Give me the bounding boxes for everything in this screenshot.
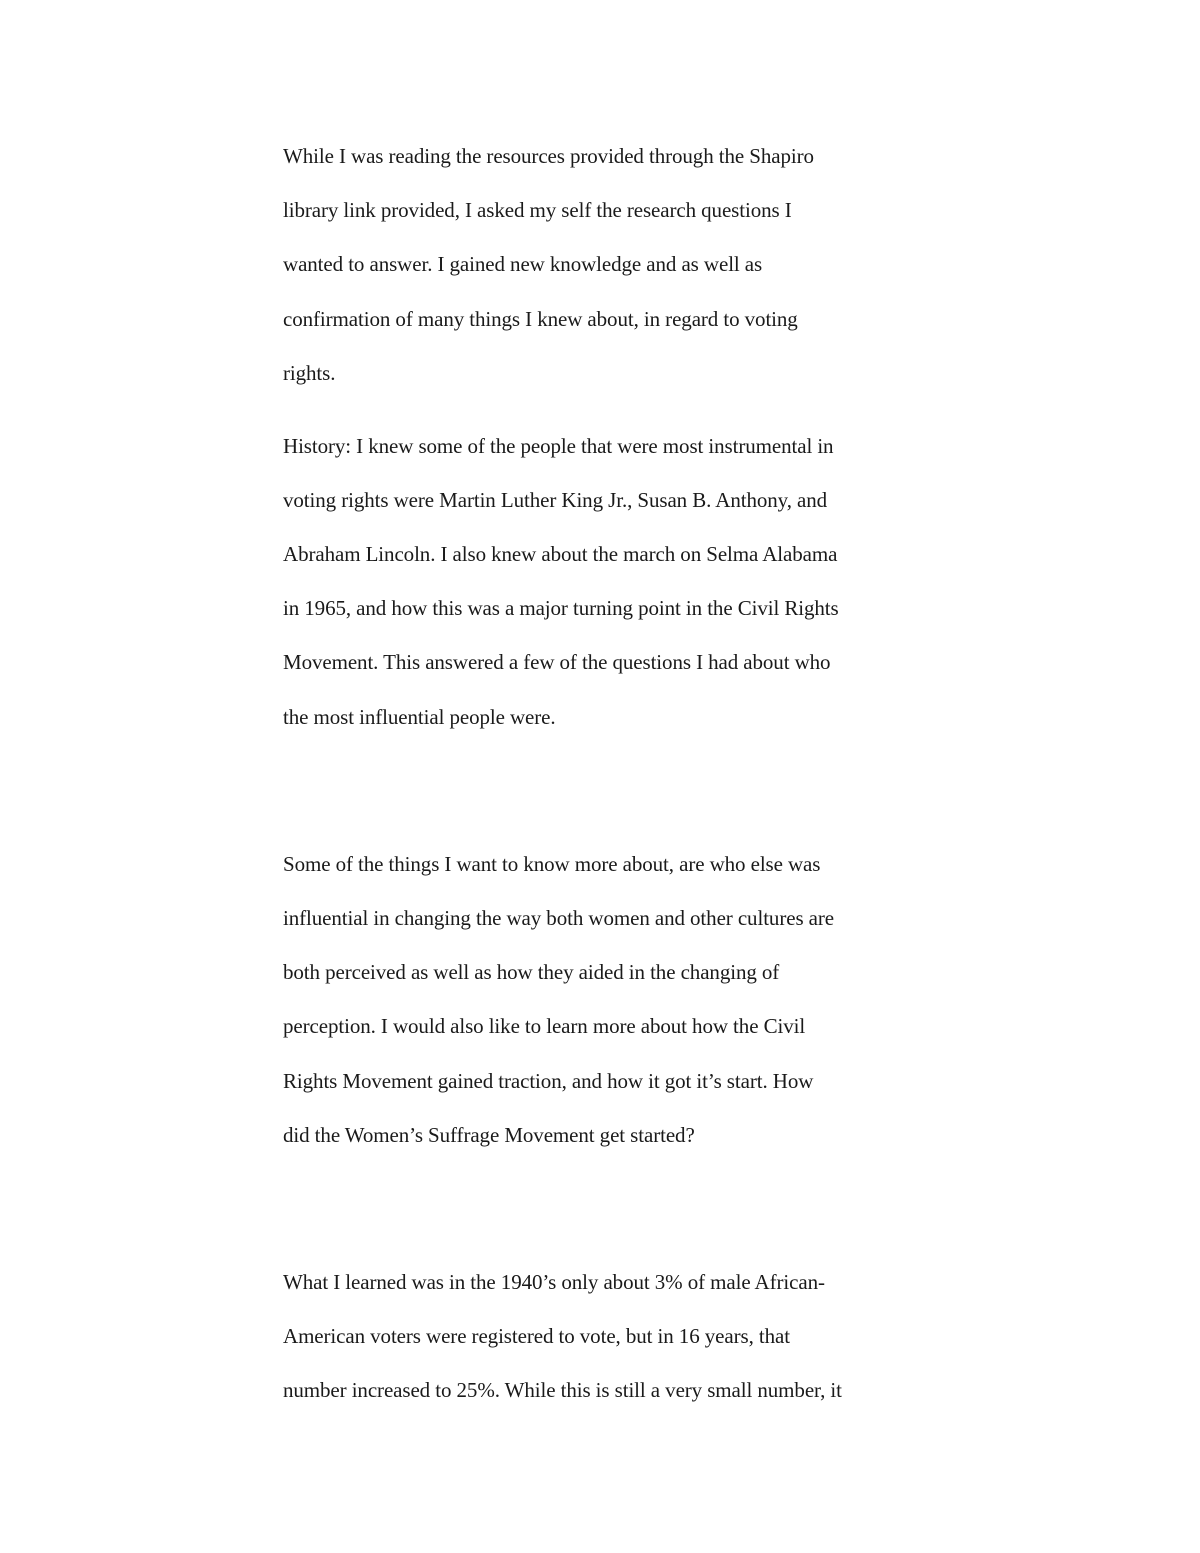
text-line: Rights Movement gained traction, and how it got it’s start. How xyxy=(283,1069,814,1093)
text-line: the most influential people were. xyxy=(283,705,556,729)
text-line: perception. I would also like to learn more about how the Civil xyxy=(283,1014,806,1038)
text-line: Movement. This answered a few of the questions I had about who xyxy=(283,650,831,674)
text-line: wanted to answer. I gained new knowledge and as well as xyxy=(283,252,763,276)
text-line: While I was reading the resources provided through the Shapiro xyxy=(283,144,814,168)
text-line: rights. xyxy=(283,361,336,385)
text-line: History: I knew some of the people that were most instrumental in xyxy=(283,434,834,458)
text-line: American voters were registered to vote, but in 16 years, that xyxy=(283,1324,790,1348)
text-line: Some of the things I want to know more about, are who else was xyxy=(283,852,821,876)
text-line: confirmation of many things I knew about, in regard to voting xyxy=(283,307,798,331)
text-line: both perceived as well as how they aided in the changing of xyxy=(283,960,780,984)
text-line: library link provided, I asked my self the research questions I xyxy=(283,198,792,222)
text-line: in 1965, and how this was a major turning point in the Civil Rights xyxy=(283,596,839,620)
text-line: number increased to 25%. While this is still a very small number, it xyxy=(283,1378,842,1402)
text-line: Abraham Lincoln. I also knew about the march on Selma Alabama xyxy=(283,542,838,566)
text-line: voting rights were Martin Luther King Jr., Susan B. Anthony, and xyxy=(283,488,828,512)
text-line: What I learned was in the 1940’s only about 3% of male African- xyxy=(283,1270,825,1294)
text-line: influential in changing the way both women and other cultures are xyxy=(283,906,834,930)
text-line: did the Women’s Suffrage Movement get started? xyxy=(283,1123,695,1147)
